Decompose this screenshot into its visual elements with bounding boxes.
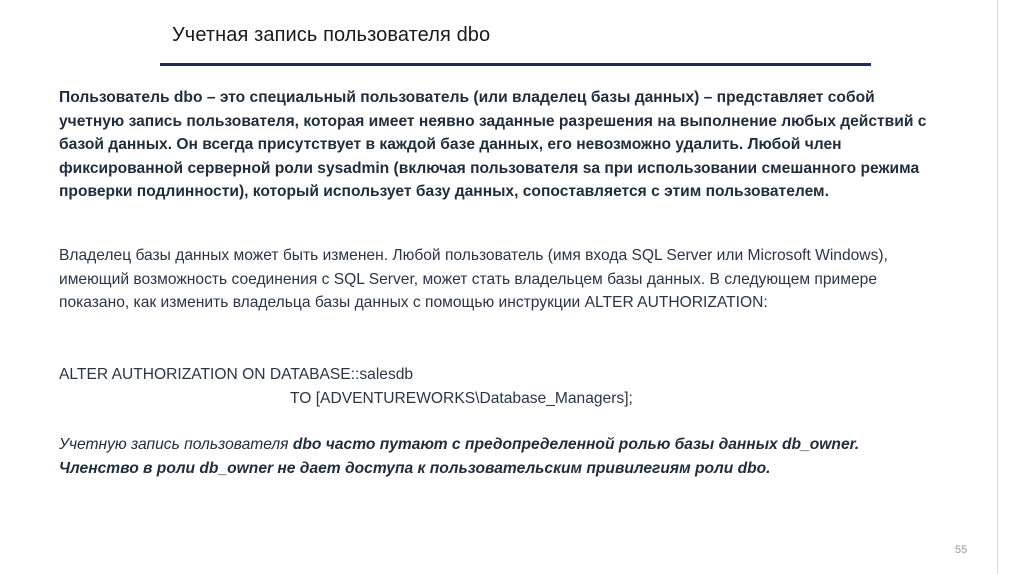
note-text-regular: Учетную запись пользователя [59, 436, 293, 453]
note-text-bold: dbo часто путают с предопределенной ролью базы данных db_owner. Членство в роли db_owner не дает доступа к пользовательским привилегиям роли dbo. [59, 436, 860, 477]
code-line-2: TO [ADVENTUREWORKS\Database_Managers]; [290, 389, 633, 407]
paragraph-owner-change: Владелец базы данных может быть изменен. Любой пользователь (имя входа SQL Server или Microsoft Windows), имеющий возможность соединения с SQL Server, может стать владельцем базы данных. В следующем примере показано, как изменить владельца базы данных с помощью инструкции ALTER AUTHORIZATION: [59, 247, 888, 311]
code-example [59, 363, 939, 410]
page-number: 55 [955, 544, 968, 556]
slide-border [997, 0, 998, 574]
note-paragraph [59, 433, 939, 480]
slide-title: Учетная запись пользователя dbo [172, 24, 491, 46]
code-line-1: ALTER AUTHORIZATION ON DATABASE::salesdb [59, 366, 414, 383]
paragraph-dbo-definition: Пользователь dbo – это специальный пользователь (или владелец базы данных) – представляет собой учетную запись пользователя, которая имеет неявно заданные разрешения на выполнение любых действий с базой данных. Он всегда присутствует в каждой базе данных, его невозможно удалить. Любой член фиксированной серверной роли sysadmin (включая пользователя sa при использовании смешанного режима проверки подлинности), который использует базу данных, сопоставляется с этим пользователем. [59, 89, 927, 200]
title-underline [160, 63, 871, 66]
